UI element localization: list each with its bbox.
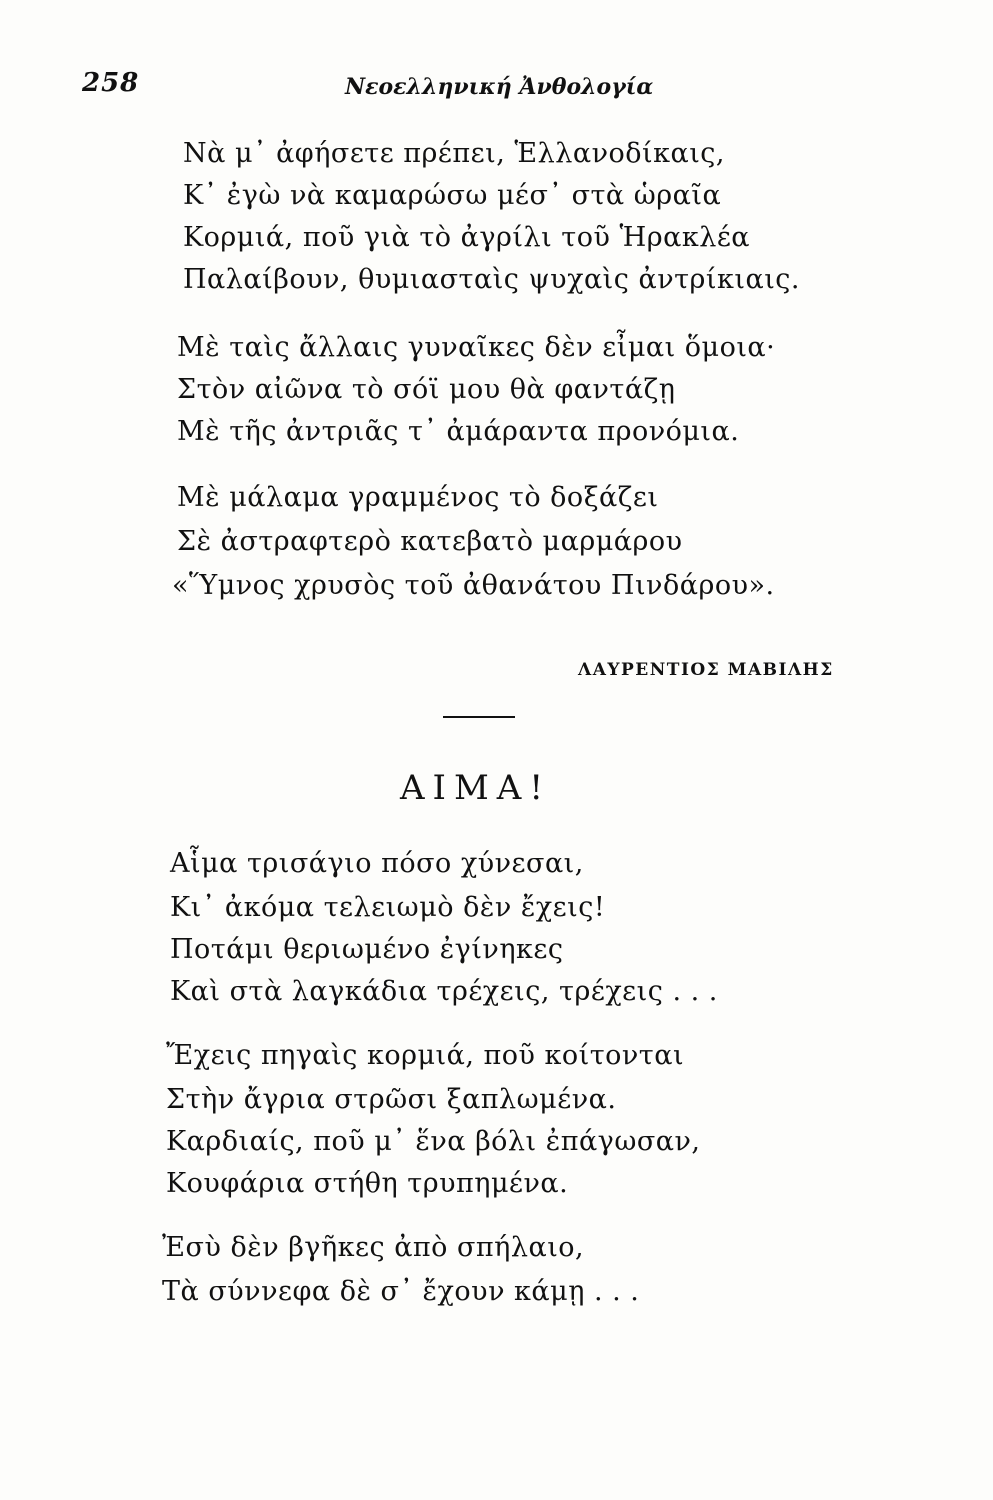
poem-line: Μὲ ταὶς ἄλλαις γυναῖκες δὲν εἶμαι ὅμοια·: [177, 332, 776, 363]
running-head: Νεοελληνική Ἀνθολογία: [345, 74, 654, 100]
poem-line: Μὲ μάλαμα γραμμένος τὸ δοξάζει: [177, 482, 659, 513]
poem-line: Κουφάρια στήθη τρυπημένα.: [166, 1168, 569, 1199]
poem-line: Στὴν ἄγρια στρῶσι ξαπλωμένα.: [166, 1084, 617, 1115]
poem-line: Ἐσὺ δὲν βγῆκες ἀπὸ σπήλαιο,: [162, 1232, 585, 1263]
poem-line: Κι᾿ ἀκόμα τελειωμὸ δὲν ἔχεις!: [170, 892, 606, 923]
poem-line: Ἔχεις πηγαὶς κορμιά, ποῦ κοίτονται: [166, 1040, 685, 1071]
poem-line: Κ᾿ ἐγὼ νὰ καμαρώσω μέσ᾿ στὰ ὡραῖα: [183, 180, 722, 211]
page-number: 258: [82, 68, 140, 98]
poem-line: Νὰ μ᾿ ἀφήσετε πρέπει, Ἑλλανοδίκαις,: [183, 138, 725, 169]
poem-line: Αἷμα τρισάγιο πόσο χύνεσαι,: [170, 848, 584, 879]
section-divider: [443, 716, 515, 718]
poem-line: Στὸν αἰῶνα τὸ σόϊ μου θὰ φαντάζῃ: [177, 374, 676, 405]
poem-line: Καὶ στὰ λαγκάδια τρέχεις, τρέχεις . . .: [170, 976, 718, 1007]
poem-title: ΑΙΜΑ!: [400, 768, 552, 808]
poem-author: ΛΑΥΡΕΝΤΙΟΣ ΜΑΒΙΛΗΣ: [578, 660, 834, 680]
poem-line: Ποτάμι θεριωμένο ἐγίνηκες: [170, 934, 564, 965]
poem-line: Σὲ ἀστραφτερὸ κατεβατὸ μαρμάρου: [177, 526, 683, 557]
poem-line: Παλαίβουν, θυμιασταὶς ψυχαὶς ἀντρίκιαις.: [183, 264, 800, 295]
poem-line: Καρδιαίς, ποῦ μ᾿ ἕνα βόλι ἐπάγωσαν,: [166, 1126, 701, 1157]
poem-line: «Ὕμνος χρυσὸς τοῦ ἀθανάτου Πινδάρου».: [172, 570, 775, 601]
poem-line: Κορμιά, ποῦ γιὰ τὸ ἀγρίλι τοῦ Ἡρακλέα: [183, 222, 751, 253]
poem-line: Τὰ σύννεφα δὲ σ᾿ ἔχουν κάμῃ . . .: [162, 1276, 640, 1307]
poem-line: Μὲ τῆς ἀντριᾶς τ᾿ ἀμάραντα προνόμια.: [177, 416, 740, 447]
